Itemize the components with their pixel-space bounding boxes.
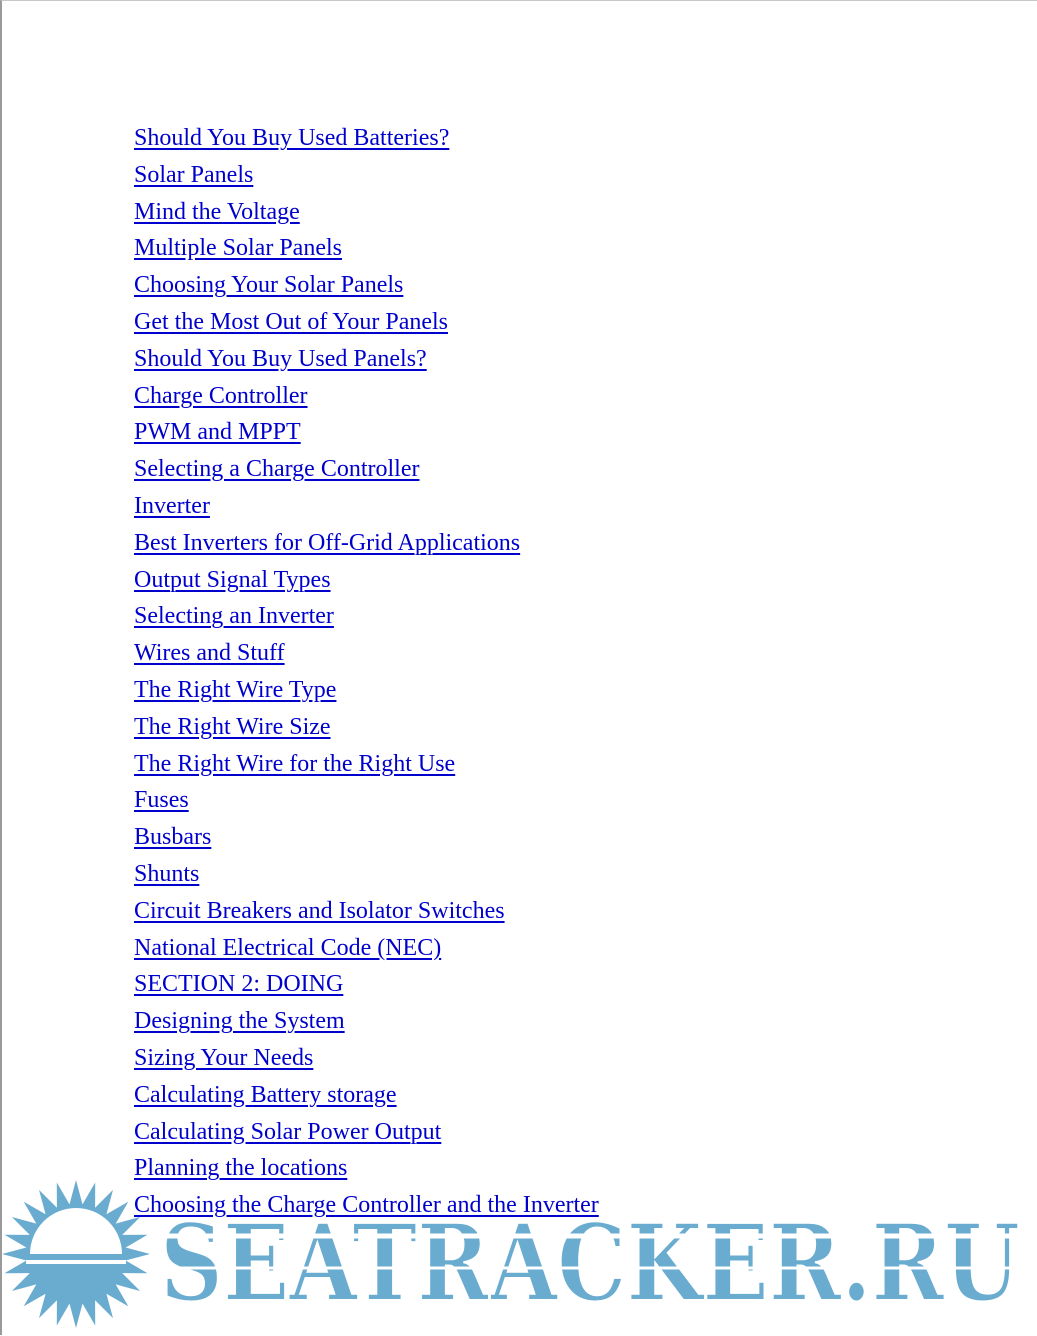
toc-link[interactable]: The Right Wire Size [134,713,331,740]
toc-link[interactable]: PWM and MPPT [134,419,301,446]
toc-item [134,378,599,415]
toc-link[interactable]: The Right Wire Type [134,676,337,703]
toc-item [134,525,599,562]
toc-item [134,893,599,930]
toc-item [134,930,599,967]
toc-item [134,709,599,746]
toc-item [134,414,599,451]
toc-item [134,267,599,304]
toc-link[interactable]: SECTION 2: DOING [134,971,344,998]
toc-link[interactable]: Solar Panels [134,161,254,188]
toc-link[interactable]: Multiple Solar Panels [134,235,342,262]
toc-item [134,304,599,341]
toc-link[interactable]: Should You Buy Used Panels? [134,345,427,372]
toc-link[interactable]: Choosing Your Solar Panels [134,272,404,299]
toc-link[interactable]: Wires and Stuff [134,640,285,667]
toc-link[interactable]: Calculating Battery storage [134,1081,397,1108]
toc-item [134,1003,599,1040]
toc-item [134,120,599,157]
toc-item [134,598,599,635]
toc-item [134,966,599,1003]
toc-link[interactable]: Calculating Solar Power Output [134,1118,442,1145]
toc-link[interactable]: Mind the Voltage [134,198,300,225]
toc-link[interactable]: Output Signal Types [134,566,331,593]
toc-item [134,819,599,856]
toc-link[interactable]: National Electrical Code (NEC) [134,934,442,961]
table-of-contents [134,120,599,1224]
toc-link[interactable]: Charge Controller [134,382,308,409]
toc-link[interactable]: Get the Most Out of Your Panels [134,308,449,335]
toc-link[interactable]: Choosing the Charge Controller and the Inverter [134,1192,599,1219]
toc-link[interactable]: The Right Wire for the Right Use [134,750,456,777]
toc-item [134,1077,599,1114]
toc-item [134,672,599,709]
toc-item [134,1114,599,1151]
toc-item [134,856,599,893]
toc-link[interactable]: Designing the System [134,1008,345,1035]
toc-item [134,451,599,488]
toc-item [134,194,599,231]
watermark [0,1180,1037,1336]
toc-item [134,782,599,819]
toc-item [134,635,599,672]
toc-link[interactable]: Sizing Your Needs [134,1044,314,1071]
toc-link[interactable]: Busbars [134,824,212,851]
toc-link[interactable]: Shunts [134,860,200,887]
toc-item [134,562,599,599]
toc-item [134,746,599,783]
toc-link[interactable]: Inverter [134,492,210,519]
toc-item [134,341,599,378]
toc-link[interactable]: Best Inverters for Off-Grid Applications [134,529,521,556]
toc-link[interactable]: Planning the locations [134,1155,348,1182]
toc-item [134,488,599,525]
watermark-text: SEATRACKER.RU [160,1200,1020,1325]
toc-link[interactable]: Selecting an Inverter [134,603,334,630]
toc-link[interactable]: Fuses [134,787,189,814]
toc-item [134,157,599,194]
toc-link[interactable]: Should You Buy Used Batteries? [134,125,450,151]
toc-link[interactable]: Selecting a Charge Controller [134,456,420,483]
sun-logo-icon [2,1180,150,1328]
toc-link[interactable]: Circuit Breakers and Isolator Switches [134,897,505,924]
toc-item [134,1040,599,1077]
toc-item [134,230,599,267]
